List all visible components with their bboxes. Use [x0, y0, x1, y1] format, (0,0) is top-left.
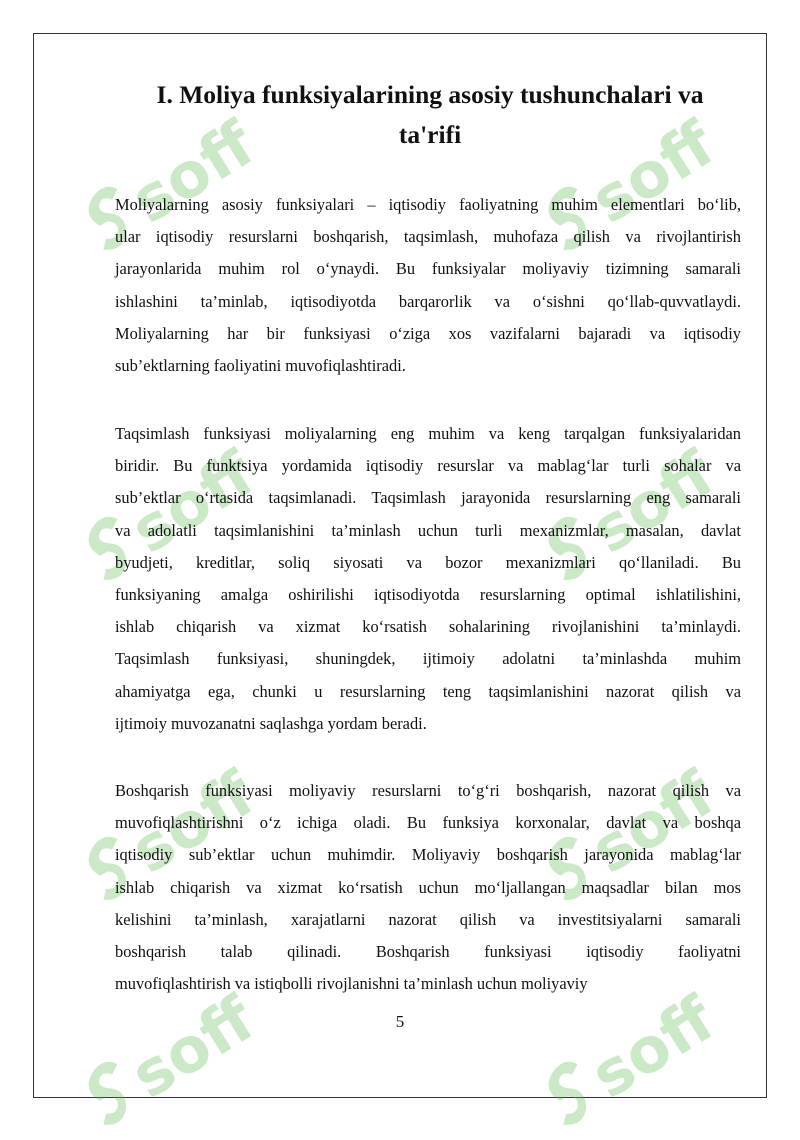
text-line: biridir. Bu funktsiya yordamida iqtisodiy resurslar va mablag‘lar turli sohalar va: [115, 456, 741, 476]
page-number: 5: [395, 1012, 405, 1031]
text-line: ishlashini ta’minlab, iqtisodiyotda barqarorlik va o‘sishni qo‘llab-quvvatlaydi.: [115, 291, 741, 311]
soff-logo-wordmark: soff: [118, 110, 268, 238]
soff-logo-wordmark: soff: [118, 985, 268, 1113]
title-line-1: I. Moliya funksiyalarining asosiy tushunchalari va: [156, 80, 704, 109]
paragraph-distribution: [115, 418, 741, 740]
text-line: muvofiqlashtirishni o‘z ichiga oladi. Bu funksiya korxonalar, davlat va boshqa: [115, 813, 741, 833]
text-line: jarayonlarida muhim rol o‘ynaydi. Bu funksiyalar moliyaviy tizimning samarali: [115, 259, 741, 279]
text-line: kelishini ta’minlash, xarajatlarni nazorat qilish va investitsiyalarni samarali: [115, 909, 741, 929]
soff-logo-wordmark: soff: [578, 760, 728, 888]
text-line: Boshqarish funksiyasi moliyaviy resurslarni to‘g‘ri boshqarish, nazorat qilish va: [115, 781, 741, 800]
text-line: iqtisodiy sub’ektlar uchun muhimdir. Moliyaviy boshqarish jarayonida mablag‘lar: [115, 845, 741, 865]
soff-logo-wordmark: soff: [578, 985, 728, 1113]
text-line: Taqsimlash funksiyasi moliyalarning eng muhim va keng tarqalgan funksiyalaridan: [115, 424, 741, 443]
text-line: byudjeti, kreditlar, soliq siyosati va bozor mexanizmlari qo‘llaniladi. Bu: [115, 552, 741, 572]
text-line: va adolatli taqsimlanishini ta’minlash uchun turli mexanizmlar, masalan, davlat: [115, 520, 741, 540]
text-line: funksiyaning amalga oshirilishi iqtisodiyotda resurslarning optimal ishlatilishini,: [115, 584, 741, 604]
text-line: ahamiyatga ega, chunki u resurslarning teng taqsimlanishini nazorat qilish va: [115, 681, 741, 701]
text-line: muvofiqlashtirish va istiqbolli rivojlanishni ta’minlash uchun moliyaviy: [115, 974, 588, 994]
text-line: ular iqtisodiy resurslarni boshqarish, taqsimlash, muhofaza qilish va rivojlantirish: [115, 227, 741, 247]
soff-logo-wordmark: soff: [578, 440, 728, 568]
text-line: Moliyalarning har bir funksiyasi o‘ziga xos vazifalarni bajaradi va iqtisodiy: [115, 323, 741, 343]
text-line: ishlab chiqarish va xizmat ko‘rsatish sohalarining rivojlanishini ta’minlaydi.: [115, 617, 741, 637]
soff-logo-wordmark: soff: [118, 440, 268, 568]
text-line: sub’ektlarning faoliyatini muvofiqlashtiradi.: [115, 355, 406, 375]
title-line-2: ta'rifi: [398, 120, 462, 149]
text-line: boshqarish talab qilinadi. Boshqarish funksiyasi iqtisodiy faoliyatni: [115, 941, 741, 961]
paragraph-intro: [115, 189, 741, 382]
text-line: Moliyalarning asosiy funksiyalari – iqtisodiy faoliyatning muhim elementlari bo‘lib,: [115, 195, 741, 214]
soff-logo-wordmark: soff: [118, 760, 268, 888]
text-line: ijtimoiy muvozanatni saqlashga yordam beradi.: [115, 713, 427, 733]
paragraph-management: [115, 775, 741, 1000]
text-line: Taqsimlash funksiyasi, shuningdek, ijtimoiy adolatni ta’minlashda muhim: [115, 649, 741, 669]
soff-logo-wordmark: soff: [578, 110, 728, 238]
text-line: ishlab chiqarish va xizmat ko‘rsatish uchun mo‘ljallangan maqsadlar bilan mos: [115, 877, 741, 897]
text-line: sub’ektlar o‘rtasida taqsimlanadi. Taqsimlash jarayonida resurslarning eng samarali: [115, 488, 741, 508]
page-title: [120, 75, 740, 155]
